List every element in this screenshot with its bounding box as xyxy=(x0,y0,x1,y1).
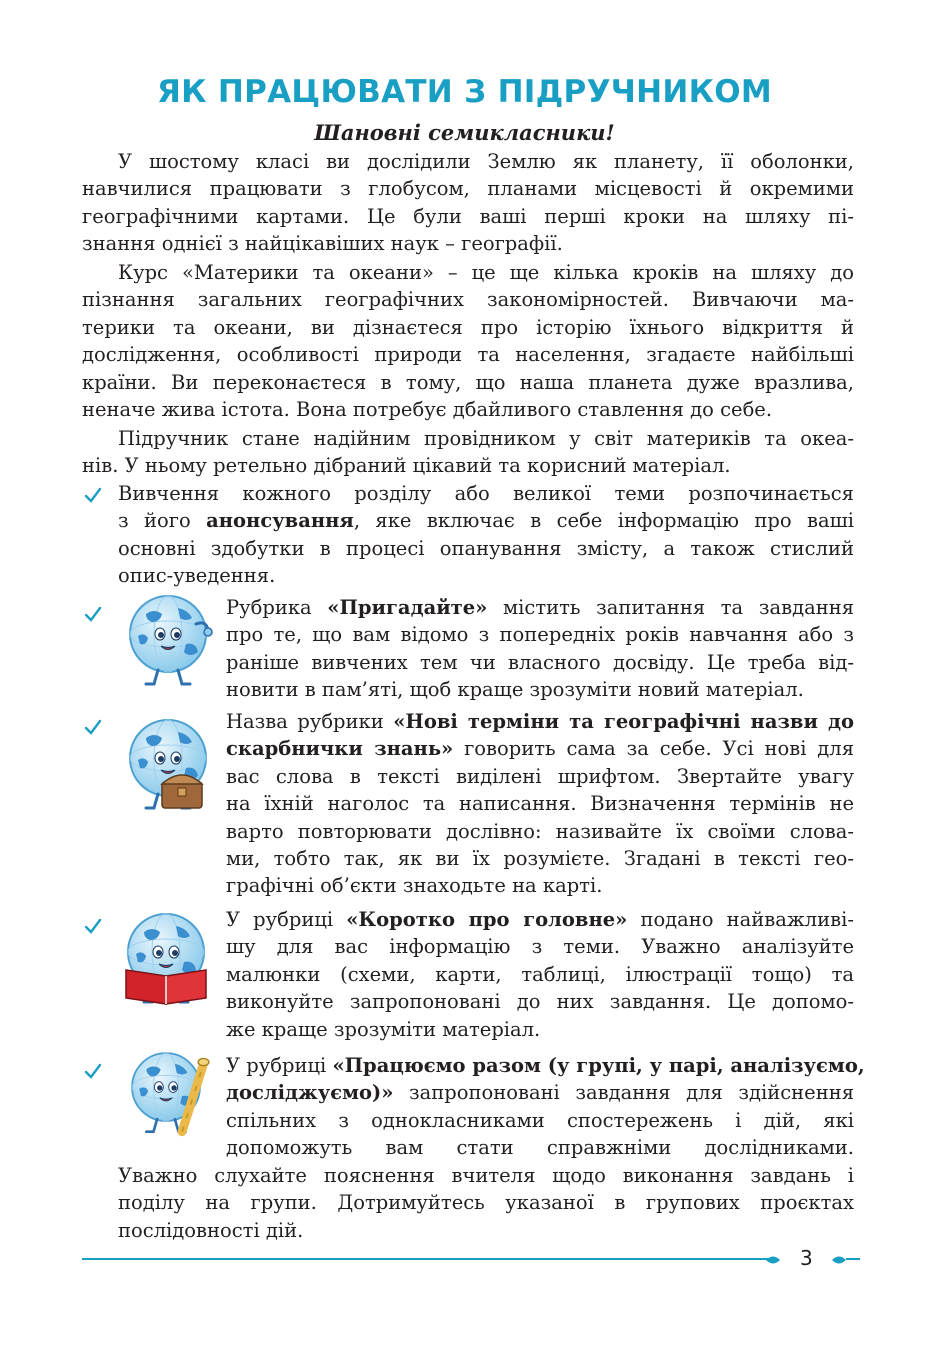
globe-mascot-icon xyxy=(118,588,218,700)
text-line: пізнання загальних географічних закономірностей. Вивчаючи ма- xyxy=(82,288,854,312)
text-line: Рубрика «Пригадайте» містить запитання та завдання xyxy=(226,596,854,619)
text-line: же краще зрозуміти матеріал. xyxy=(226,1017,541,1041)
bold-term: анонсування xyxy=(206,509,354,533)
text-line: нів. У ньому ретельно дібраний цікавий та корисний матеріал. xyxy=(82,454,731,478)
terms-item xyxy=(226,708,854,900)
text-line: географічними картами. Це були ваші перші кроки на шляху пі- xyxy=(82,204,854,228)
text-line: досліджуємо)» запропоновані завдання для здійснення xyxy=(226,1081,854,1105)
together-item xyxy=(226,1052,865,1162)
text-line: основні здобутки в процесі опанування змісту, а також стислий xyxy=(118,536,854,560)
text-line: з його анонсування, яке включає в себе інформацію про ваші xyxy=(118,509,854,533)
footer-rule-end xyxy=(846,1258,860,1260)
text-line: Назва рубрики «Нові терміни та географічні назви до xyxy=(226,710,854,733)
text-line: графічні об’єкти знаходьте на карті. xyxy=(226,874,603,898)
intro-paragraph-2 xyxy=(82,259,854,423)
globe-mascot-icon xyxy=(116,1046,216,1146)
greeting: Шановні семикласники! xyxy=(314,120,615,145)
text-line: дослідження, особливості природи та населення, згадаєте найбільші xyxy=(82,343,854,367)
text-line: У шостому класі ви дослідили Землю як планету, її оболонки, xyxy=(118,150,854,173)
check-icon xyxy=(84,487,102,503)
text-line: спільних з однокласниками спостережень і дій, які xyxy=(226,1108,854,1132)
text-line: У рубриці «Коротко про головне» подано найважливі- xyxy=(226,908,854,931)
together-item-continued xyxy=(118,1162,854,1244)
text-line: поділу на групи. Дотримуйтесь указаної в групових проєктах xyxy=(118,1191,854,1215)
bold-term: «Пригадайте» xyxy=(327,596,488,619)
check-icon xyxy=(84,918,102,934)
text-line: терики та океани, ви дізнаєтеся про історію їхнього відкриття й xyxy=(82,315,854,339)
text-line: скарбнички знань» говорить сама за себе. Усі нові для xyxy=(226,737,854,761)
summary-item xyxy=(226,906,854,1043)
text-line: вас слова в тексті виділені шрифтом. Звертайте увагу xyxy=(226,764,854,788)
text-line: про те, що вам відомо з попередніх років навчання або з xyxy=(226,623,854,647)
check-icon xyxy=(84,719,102,735)
check-icon xyxy=(84,1063,102,1079)
text-line: неначе жива істота. Вона потребує дбайливого ставлення до себе. xyxy=(82,397,773,421)
text-line: Уважно слухайте пояснення вчителя щодо виконання завдань і xyxy=(118,1164,854,1187)
text-line: малюнки (схеми, карти, таблиці, ілюстрації тощо) та xyxy=(226,962,854,986)
text-line: Курс «Материки та океани» – це ще кілька кроків на шляху до xyxy=(118,261,854,284)
footer-dot-icon xyxy=(766,1252,780,1266)
text-line: опис-уведення. xyxy=(118,564,276,588)
footer-rule xyxy=(82,1258,772,1260)
check-icon xyxy=(84,606,102,622)
text-line: виконуйте запропоновані до них завдання. Це допомо- xyxy=(226,990,854,1014)
text-line: новити в пам’яті, щоб краще зрозуміти новий матеріал. xyxy=(226,678,804,702)
announce-item xyxy=(118,480,854,590)
text-line: навчилися працювати з глобусом, планами місцевості й окремими xyxy=(82,177,854,201)
page-title: ЯК ПРАЦЮВАТИ З ПІДРУЧНИКОМ xyxy=(156,74,773,110)
footer-dot-icon xyxy=(832,1252,846,1266)
bold-term: скарбнички знань» xyxy=(226,737,454,761)
text-line: знання однієї з найцікавіших наук – географії. xyxy=(82,232,563,256)
text-line: Вивчення кожного розділу або великої теми розпочинається xyxy=(118,482,854,505)
remember-item xyxy=(226,594,854,704)
treasure-chest-icon xyxy=(162,775,202,808)
bold-term: «Коротко про головне» xyxy=(346,908,628,931)
text-line: ми, тобто так, як ви їх розумієте. Згадані в тексті гео- xyxy=(226,846,854,870)
text-line: шу для вас інформацію з теми. Уважно аналізуйте xyxy=(226,935,854,959)
bold-term: «Працюємо разом (у групі, у парі, аналізуємо, xyxy=(332,1054,865,1077)
globe-mascot-icon xyxy=(116,906,216,1018)
text-line: раніше вивчених тем чи власного досвіду. Це треба від- xyxy=(226,650,854,674)
text-line: Підручник стане надійним провідником у світ материків та океа- xyxy=(118,427,854,450)
intro-paragraph-3 xyxy=(82,425,854,480)
intro-paragraph-1 xyxy=(82,148,854,258)
bold-term: «Нові терміни та географічні назви до xyxy=(393,710,854,733)
globe-mascot-icon xyxy=(118,712,218,824)
text-line: У рубриці «Працюємо разом (у групі, у парі, аналізуємо, xyxy=(226,1054,865,1077)
text-line: допоможуть вам стати справжніми дослідниками. xyxy=(226,1136,854,1160)
text-line: варто повторювати дослівно: називайте їх своїми слова- xyxy=(226,819,854,843)
text-line: послідовності дій. xyxy=(118,1218,304,1242)
page-number: 3 xyxy=(800,1246,813,1270)
text-line: на їхній наголос та написання. Визначення термінів не xyxy=(226,792,854,816)
text-line: країни. Ви переконаєтеся в тому, що наша планета дуже вразлива, xyxy=(82,370,854,394)
bold-term: досліджуємо)» xyxy=(226,1081,394,1105)
